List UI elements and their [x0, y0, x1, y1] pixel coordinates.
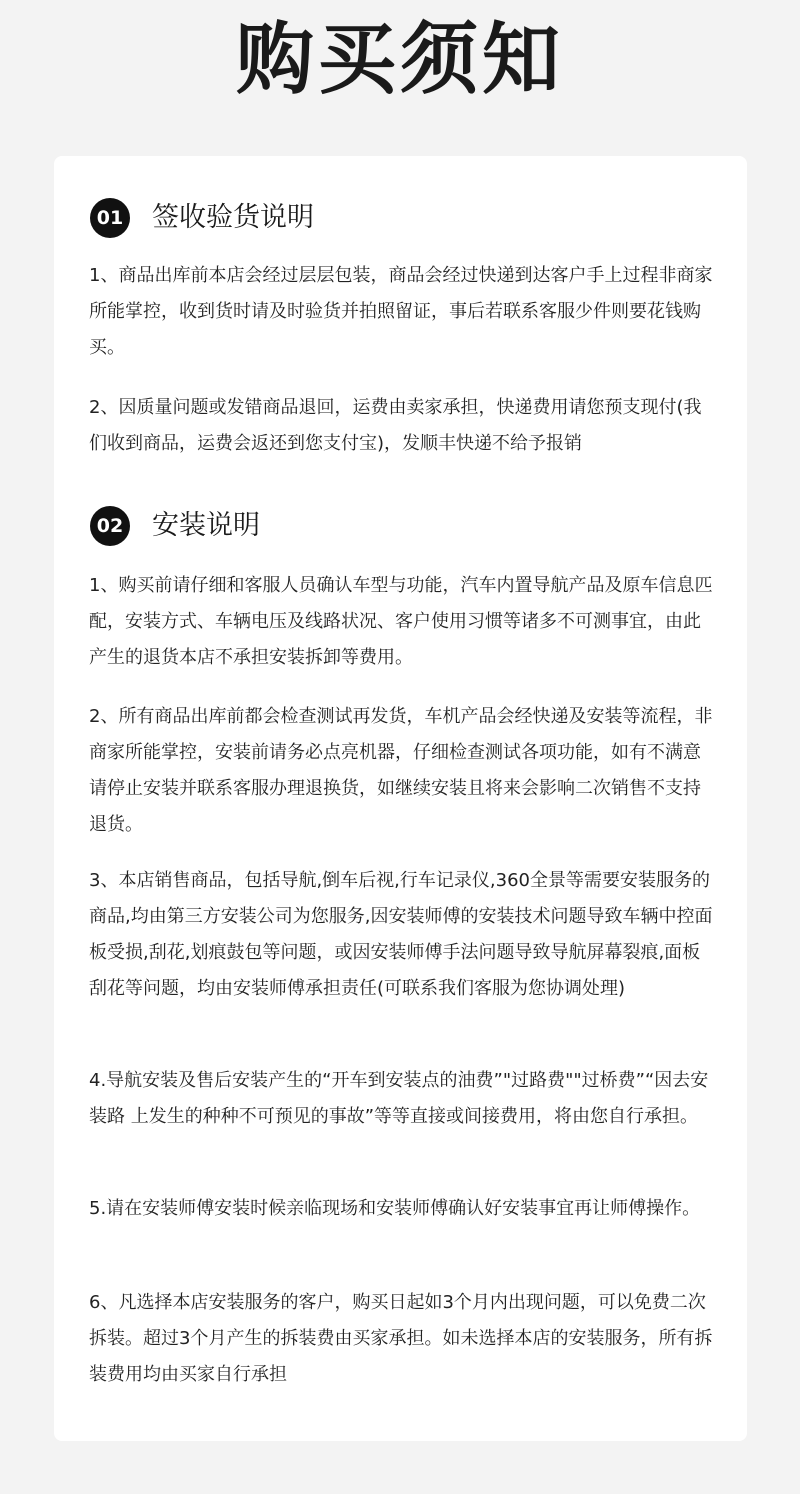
receipt-paragraph-1: 1、商品出库前本店会经过层层包装，商品会经过快递到达客户手上过程非商家所能掌控，收到货时请及时验货并拍照留证，事后若联系客服少件则要花钱购买。: [89, 265, 713, 358]
section-number-badge: 02: [90, 506, 130, 546]
section-header-receipt: [90, 198, 314, 238]
notice-card: [54, 156, 747, 1441]
section-number-badge: 01: [90, 198, 130, 238]
installation-paragraph-3: 3、本店销售商品，包括导航,倒车后视,行车记录仪,360全景等需要安装服务的商品,均由第三方安装公司为您服务,因安装师傅的安装技术问题导致车辆中控面板受损,刮花,划痕鼓包等问题，或因安装师傅手法问题导致导航屏幕裂痕,面板刮花等问题，均由安装师傅承担责任(可联系我们客服为您协调处理): [89, 870, 713, 999]
installation-paragraph-5: 5.请在安装师傅安装时候亲临现场和安装师傅确认好安装事宜再让师傅操作。: [89, 1198, 701, 1219]
installation-paragraph-6: 6、凡选择本店安装服务的客户，购买日起如3个月内出现问题，可以免费二次拆装。超过3个月产生的拆装费由买家承担。如未选择本店的安装服务，所有拆装费用均由买家自行承担: [89, 1292, 713, 1385]
installation-paragraph-2: 2、所有商品出库前都会检查测试再发货，车机产品会经快递及安装等流程，非商家所能掌控，安装前请务必点亮机器，仔细检查测试各项功能，如有不满意请停止安装并联系客服办理退换货，如继续安装且将来会影响二次销售不支持退货。: [89, 706, 713, 835]
receipt-paragraph-2: 2、因质量问题或发错商品退回，运费由卖家承担，快递费用请您预支现付(我们收到商品，运费会返还到您支付宝)，发顺丰快递不给予报销: [89, 397, 702, 454]
installation-paragraph-1: 1、购买前请仔细和客服人员确认车型与功能，汽车内置导航产品及原车信息匹配，安装方式、车辆电压及线路状况、客户使用习惯等诸多不可测事宜，由此产生的退货本店不承担安装拆卸等费用。: [89, 575, 713, 668]
page-title: 购买须知: [235, 15, 564, 105]
section-title: 安装说明: [152, 510, 260, 541]
section-header-installation: [90, 506, 260, 546]
installation-paragraph-4: 4.导航安装及售后安装产生的“开车到安装点的油费”"过路费""过桥费”“因去安装路 上发生的种种不可预见的事故”等等直接或间接费用，将由您自行承担。: [89, 1070, 709, 1127]
section-title: 签收验货说明: [152, 202, 314, 233]
